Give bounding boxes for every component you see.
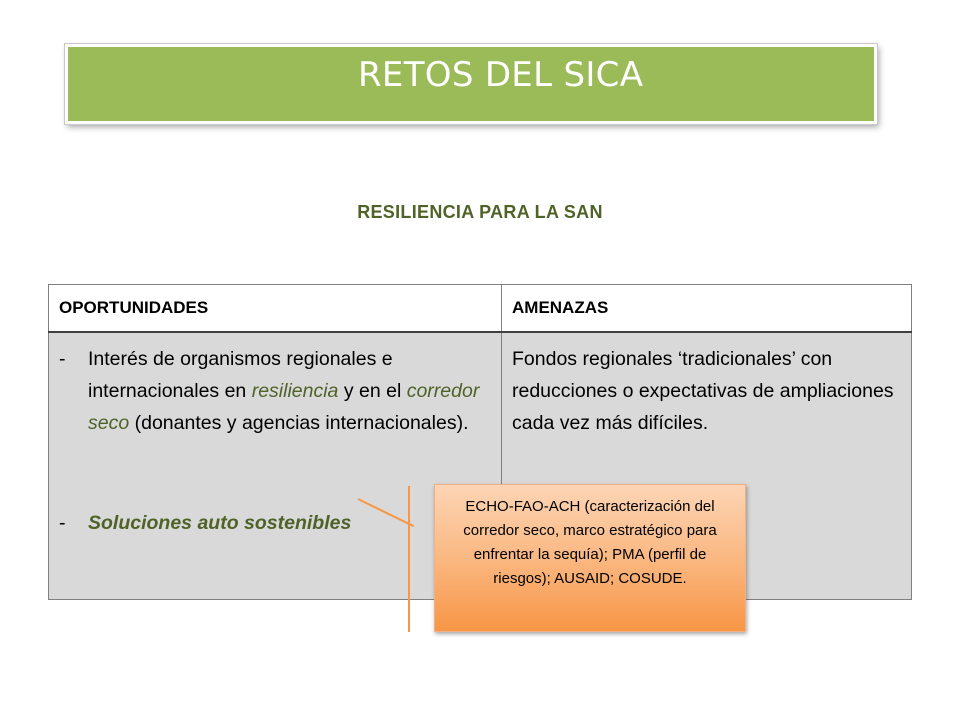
callout-vertical-bracket [408, 486, 410, 632]
table-header-row [49, 285, 912, 333]
header-amenazas: AMENAZAS [502, 285, 912, 333]
title-banner [65, 44, 877, 124]
opportunity-text: (donantes y agencias internacionales). [129, 412, 469, 434]
opportunity-item-interes [59, 343, 491, 439]
callout-box [434, 484, 746, 632]
opportunity-text: Interés de organismos regionales e internacionales en [88, 348, 393, 402]
solutions-label: Soluciones auto sostenibles [88, 512, 352, 534]
header-oportunidades: OPORTUNIDADES [49, 285, 502, 333]
list-dash: - [59, 512, 66, 534]
opportunity-item-soluciones [59, 507, 491, 539]
opportunity-text: y en el [338, 380, 407, 402]
threat-text: Fondos regionales ‘tradicionales’ con reducciones o expectativas de ampliaciones cada vez más difíciles. [512, 348, 894, 434]
emphasis-resiliencia: resiliencia [251, 380, 339, 402]
slide-title: RETOS DEL SICA [358, 55, 644, 95]
callout-text: ECHO-FAO-ACH (caracterización del corredor seco, marco estratégico para enfrentar la sequía); PMA (perfil de riesgos); AUSAID; COSUDE. [463, 498, 717, 587]
list-dash: - [59, 348, 66, 370]
slide-subtitle: RESILIENCIA PARA LA SAN [357, 202, 603, 222]
emphasis-corredor-seco: corredor seco [88, 380, 480, 434]
